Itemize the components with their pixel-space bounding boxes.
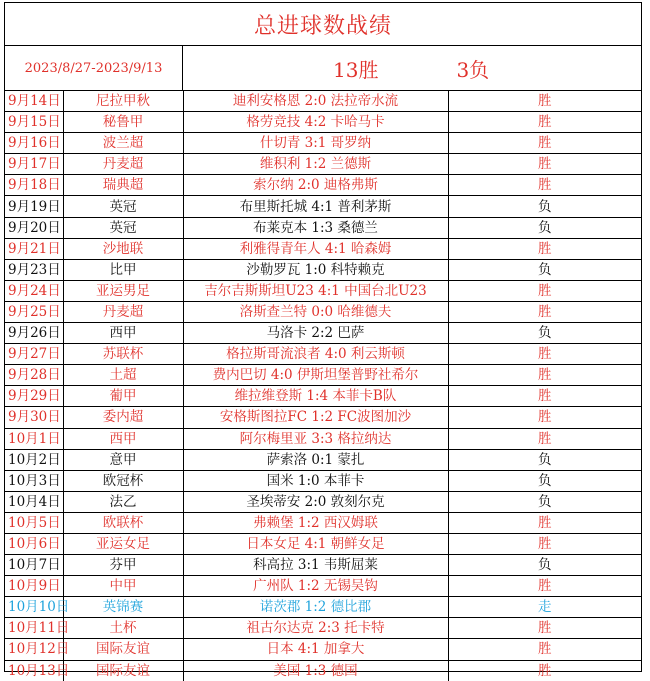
match-cell: 广州队 1:2 无锡吴钩 <box>183 576 448 597</box>
date-cell: 9月27日 <box>5 344 63 365</box>
table-row <box>5 660 641 681</box>
result-cell: 胜 <box>448 91 641 112</box>
match-cell: 沙勒罗瓦 1:0 科特赖克 <box>183 259 448 280</box>
summary-row <box>5 46 641 91</box>
table-row <box>5 196 641 217</box>
league-cell: 丹麦超 <box>63 301 183 322</box>
match-cell: 马洛卡 2:2 巴萨 <box>183 323 448 344</box>
match-cell: 安格斯图拉FC 1:2 FC波图加沙 <box>183 407 448 428</box>
result-cell: 胜 <box>448 280 641 301</box>
table-row <box>5 576 641 597</box>
result-cell: 走 <box>448 597 641 618</box>
table-row <box>5 533 641 554</box>
date-cell: 10月12日 <box>5 639 63 660</box>
league-cell: 亚运女足 <box>63 533 183 554</box>
match-cell: 阿尔梅里亚 3:3 格拉纳达 <box>183 428 448 449</box>
match-cell: 诺茨郡 1:2 德比郡 <box>183 597 448 618</box>
match-cell: 国米 1:0 本菲卡 <box>183 470 448 491</box>
match-cell: 洛斯查兰特 0:0 哈维德夫 <box>183 301 448 322</box>
result-cell: 负 <box>448 259 641 280</box>
match-cell: 日本 4:1 加拿大 <box>183 639 448 660</box>
league-cell: 土杯 <box>63 618 183 639</box>
match-cell: 萨索洛 0:1 蒙扎 <box>183 449 448 470</box>
table-row <box>5 386 641 407</box>
match-cell: 科高拉 3:1 韦斯屈莱 <box>183 555 448 576</box>
date-cell: 9月29日 <box>5 386 63 407</box>
result-cell: 负 <box>448 470 641 491</box>
date-cell: 9月24日 <box>5 280 63 301</box>
league-cell: 欧冠杯 <box>63 470 183 491</box>
table-row <box>5 597 641 618</box>
table-row <box>5 112 641 133</box>
league-cell: 国际友谊 <box>63 660 183 681</box>
league-cell: 欧联杯 <box>63 512 183 533</box>
result-cell: 胜 <box>448 133 641 154</box>
wins-count: 13胜 <box>333 57 379 82</box>
date-cell: 9月19日 <box>5 196 63 217</box>
league-cell: 苏联杯 <box>63 344 183 365</box>
match-cell: 布里斯托城 4:1 普利茅斯 <box>183 196 448 217</box>
table-row <box>5 133 641 154</box>
match-cell: 圣埃蒂安 2:0 敦刻尔克 <box>183 491 448 512</box>
result-cell: 胜 <box>448 512 641 533</box>
date-cell: 10月10日 <box>5 597 63 618</box>
results-sheet <box>4 2 642 679</box>
date-cell: 9月16日 <box>5 133 63 154</box>
losses-count: 3负 <box>456 57 490 82</box>
league-cell: 亚运男足 <box>63 280 183 301</box>
table-row <box>5 175 641 196</box>
match-cell: 美国 1:3 德国 <box>183 660 448 681</box>
table-row <box>5 91 641 112</box>
result-cell: 胜 <box>448 618 641 639</box>
date-range: 2023/8/27-2023/9/13 <box>5 46 183 90</box>
table-row <box>5 512 641 533</box>
table-row <box>5 449 641 470</box>
league-cell: 土超 <box>63 365 183 386</box>
result-cell: 胜 <box>448 112 641 133</box>
table-row <box>5 344 641 365</box>
date-cell: 9月18日 <box>5 175 63 196</box>
result-cell: 胜 <box>448 365 641 386</box>
match-cell: 索尔纳 2:0 迪格弗斯 <box>183 175 448 196</box>
result-cell: 胜 <box>448 660 641 681</box>
match-cell: 祖古尔达克 2:3 托卡特 <box>183 618 448 639</box>
date-cell: 9月15日 <box>5 112 63 133</box>
result-cell: 胜 <box>448 386 641 407</box>
table-row <box>5 428 641 449</box>
table-row <box>5 470 641 491</box>
date-cell: 9月26日 <box>5 323 63 344</box>
result-cell: 胜 <box>448 344 641 365</box>
date-cell: 9月28日 <box>5 365 63 386</box>
date-cell: 10月13日 <box>5 660 63 681</box>
table-row <box>5 407 641 428</box>
result-cell: 胜 <box>448 154 641 175</box>
match-cell: 利雅得青年人 4:1 哈森姆 <box>183 238 448 259</box>
match-cell: 格拉斯哥流浪者 4:0 利云斯顿 <box>183 344 448 365</box>
date-cell: 10月2日 <box>5 449 63 470</box>
date-cell: 9月23日 <box>5 259 63 280</box>
match-cell: 格劳竞技 4:2 卡哈马卡 <box>183 112 448 133</box>
table-row <box>5 323 641 344</box>
match-cell: 维拉维登斯 1:4 本菲卡B队 <box>183 386 448 407</box>
date-cell: 9月21日 <box>5 238 63 259</box>
table-row <box>5 618 641 639</box>
league-cell: 英冠 <box>63 196 183 217</box>
league-cell: 芬甲 <box>63 555 183 576</box>
date-cell: 9月20日 <box>5 217 63 238</box>
table-row <box>5 280 641 301</box>
result-cell: 负 <box>448 449 641 470</box>
result-cell: 胜 <box>448 301 641 322</box>
record-summary <box>183 54 641 83</box>
date-cell: 10月6日 <box>5 533 63 554</box>
league-cell: 尼拉甲秋 <box>63 91 183 112</box>
league-cell: 西甲 <box>63 323 183 344</box>
league-cell: 波兰超 <box>63 133 183 154</box>
table-row <box>5 259 641 280</box>
results-table-body <box>5 91 641 681</box>
date-cell: 10月1日 <box>5 428 63 449</box>
result-cell: 胜 <box>448 576 641 597</box>
table-row <box>5 301 641 322</box>
result-cell: 胜 <box>448 407 641 428</box>
table-row <box>5 154 641 175</box>
match-cell: 什切青 3:1 哥罗纳 <box>183 133 448 154</box>
table-row <box>5 491 641 512</box>
league-cell: 沙地联 <box>63 238 183 259</box>
league-cell: 西甲 <box>63 428 183 449</box>
result-cell: 负 <box>448 323 641 344</box>
result-cell: 胜 <box>448 639 641 660</box>
league-cell: 英锦赛 <box>63 597 183 618</box>
result-cell: 负 <box>448 555 641 576</box>
result-cell: 胜 <box>448 175 641 196</box>
league-cell: 中甲 <box>63 576 183 597</box>
match-cell: 吉尔吉斯斯坦U23 4:1 中国台北U23 <box>183 280 448 301</box>
result-cell: 胜 <box>448 238 641 259</box>
result-cell: 负 <box>448 491 641 512</box>
league-cell: 比甲 <box>63 259 183 280</box>
table-row <box>5 365 641 386</box>
match-cell: 维积利 1:2 兰德斯 <box>183 154 448 175</box>
date-cell: 9月25日 <box>5 301 63 322</box>
date-cell: 10月5日 <box>5 512 63 533</box>
league-cell: 秘鲁甲 <box>63 112 183 133</box>
date-cell: 10月11日 <box>5 618 63 639</box>
league-cell: 法乙 <box>63 491 183 512</box>
results-table <box>5 91 641 681</box>
league-cell: 葡甲 <box>63 386 183 407</box>
league-cell: 意甲 <box>63 449 183 470</box>
date-cell: 9月14日 <box>5 91 63 112</box>
date-cell: 10月7日 <box>5 555 63 576</box>
league-cell: 英冠 <box>63 217 183 238</box>
date-cell: 10月9日 <box>5 576 63 597</box>
table-row <box>5 555 641 576</box>
result-cell: 负 <box>448 196 641 217</box>
match-cell: 日本女足 4:1 朝鲜女足 <box>183 533 448 554</box>
date-cell: 9月17日 <box>5 154 63 175</box>
league-cell: 瑞典超 <box>63 175 183 196</box>
result-cell: 胜 <box>448 428 641 449</box>
date-cell: 9月30日 <box>5 407 63 428</box>
result-cell: 胜 <box>448 533 641 554</box>
sheet-title: 总进球数战绩 <box>5 3 641 46</box>
table-row <box>5 217 641 238</box>
date-cell: 10月3日 <box>5 470 63 491</box>
table-row <box>5 238 641 259</box>
table-row <box>5 639 641 660</box>
league-cell: 丹麦超 <box>63 154 183 175</box>
result-cell: 负 <box>448 217 641 238</box>
match-cell: 布莱克本 1:3 桑德兰 <box>183 217 448 238</box>
date-cell: 10月4日 <box>5 491 63 512</box>
league-cell: 国际友谊 <box>63 639 183 660</box>
league-cell: 委内超 <box>63 407 183 428</box>
match-cell: 迪利安格恩 2:0 法拉帝水流 <box>183 91 448 112</box>
match-cell: 费内巴切 4:0 伊斯坦堡普野社希尔 <box>183 365 448 386</box>
match-cell: 弗赖堡 1:2 西汉姆联 <box>183 512 448 533</box>
